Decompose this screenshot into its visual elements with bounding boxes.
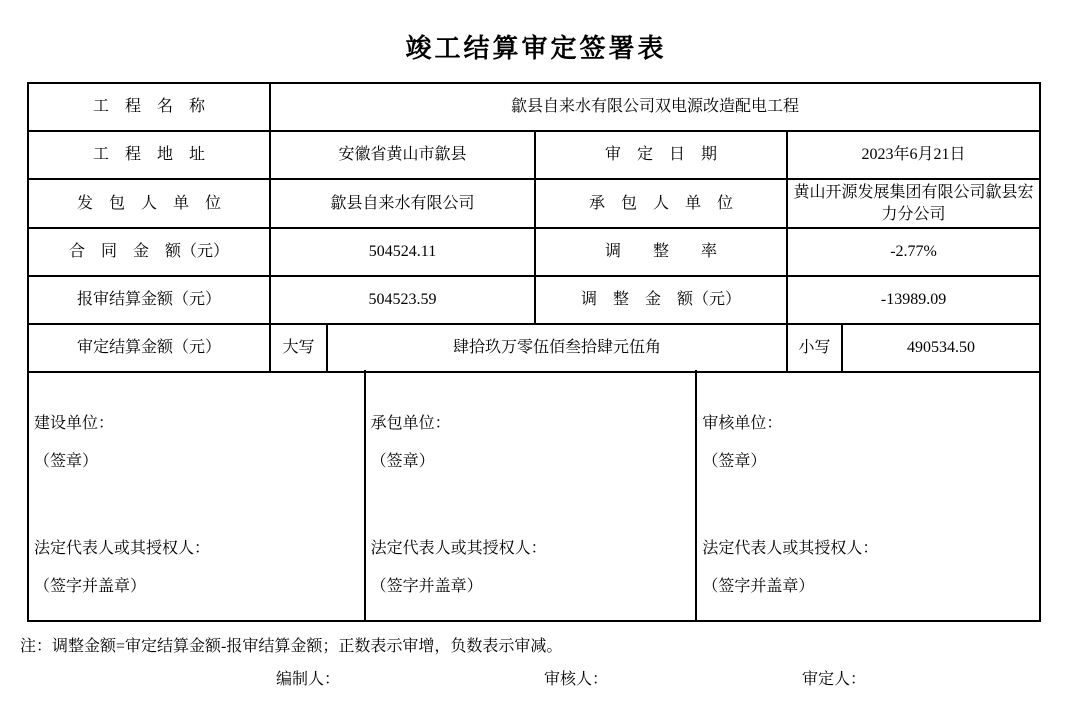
row-approved-amount	[28, 324, 1040, 372]
employer-value: 歙县自来水有限公司	[270, 179, 535, 228]
preparer-label: 编制人：	[276, 671, 341, 688]
approval-date-label: 审 定 日 期	[535, 131, 787, 179]
signature-col-contracting-unit	[366, 370, 698, 620]
seal-label: （签章）	[370, 453, 435, 470]
signature-col-review-unit	[697, 370, 1039, 620]
row-submitted-adjustment	[28, 276, 1040, 324]
sign-seal-label: （签字并盖章）	[34, 578, 147, 595]
adjustment-amount-value: -13989.09	[787, 276, 1040, 324]
project-address-value: 安徽省黄山市歙县	[270, 131, 535, 179]
adjustment-rate-value: -2.77%	[787, 228, 1040, 276]
unit-label: 承包单位：	[370, 415, 451, 432]
representative-label: 法定代表人或其授权人：	[702, 540, 879, 557]
project-name-label: 工 程 名 称	[28, 83, 270, 131]
approver-label: 审定人：	[802, 671, 867, 688]
signature-col-construction-unit	[29, 370, 366, 620]
numeric-label: 小写	[787, 324, 842, 372]
project-address-label: 工 程 地 址	[28, 131, 270, 179]
approval-date-value: 2023年6月21日	[787, 131, 1040, 179]
sign-seal-label: （签字并盖章）	[702, 578, 815, 595]
representative-label: 法定代表人或其授权人：	[370, 540, 547, 557]
signature-section	[27, 370, 1041, 622]
note-text: 注：调整金额=审定结算金额-报审结算金额；正数表示审增，负数表示审减。	[20, 638, 563, 655]
page-title: 竣工结算审定签署表	[405, 34, 667, 63]
capital-value: 肆拾玖万零伍佰叁拾肆元伍角	[327, 324, 787, 372]
sign-seal-label: （签字并盖章）	[370, 578, 483, 595]
seal-label: （签章）	[34, 453, 99, 470]
submitted-amount-label: 报审结算金额（元）	[28, 276, 270, 324]
row-address-date	[28, 131, 1040, 179]
row-parties	[28, 179, 1040, 228]
employer-label: 发 包 人 单 位	[28, 179, 270, 228]
adjustment-rate-label: 调 整 率	[535, 228, 787, 276]
row-contract-rate	[28, 228, 1040, 276]
unit-label: 建设单位：	[34, 415, 115, 432]
capital-label: 大写	[270, 324, 327, 372]
adjustment-amount-label: 调 整 金 额（元）	[535, 276, 787, 324]
seal-label: （签章）	[702, 453, 767, 470]
contractor-label: 承 包 人 单 位	[535, 179, 787, 228]
row-project-name	[28, 83, 1040, 131]
unit-label: 审核单位：	[702, 415, 783, 432]
contract-amount-value: 504524.11	[270, 228, 535, 276]
reviewer-label: 审核人：	[544, 671, 609, 688]
settlement-table	[27, 82, 1041, 373]
project-name-value: 歙县自来水有限公司双电源改造配电工程	[270, 83, 1040, 131]
numeric-value: 490534.50	[842, 324, 1040, 372]
contractor-value: 黄山开源发展集团有限公司歙县宏力分公司	[787, 179, 1040, 228]
contract-amount-label: 合 同 金 额（元）	[28, 228, 270, 276]
submitted-amount-value: 504523.59	[270, 276, 535, 324]
representative-label: 法定代表人或其授权人：	[34, 540, 211, 557]
approved-amount-label: 审定结算金额（元）	[28, 324, 270, 372]
